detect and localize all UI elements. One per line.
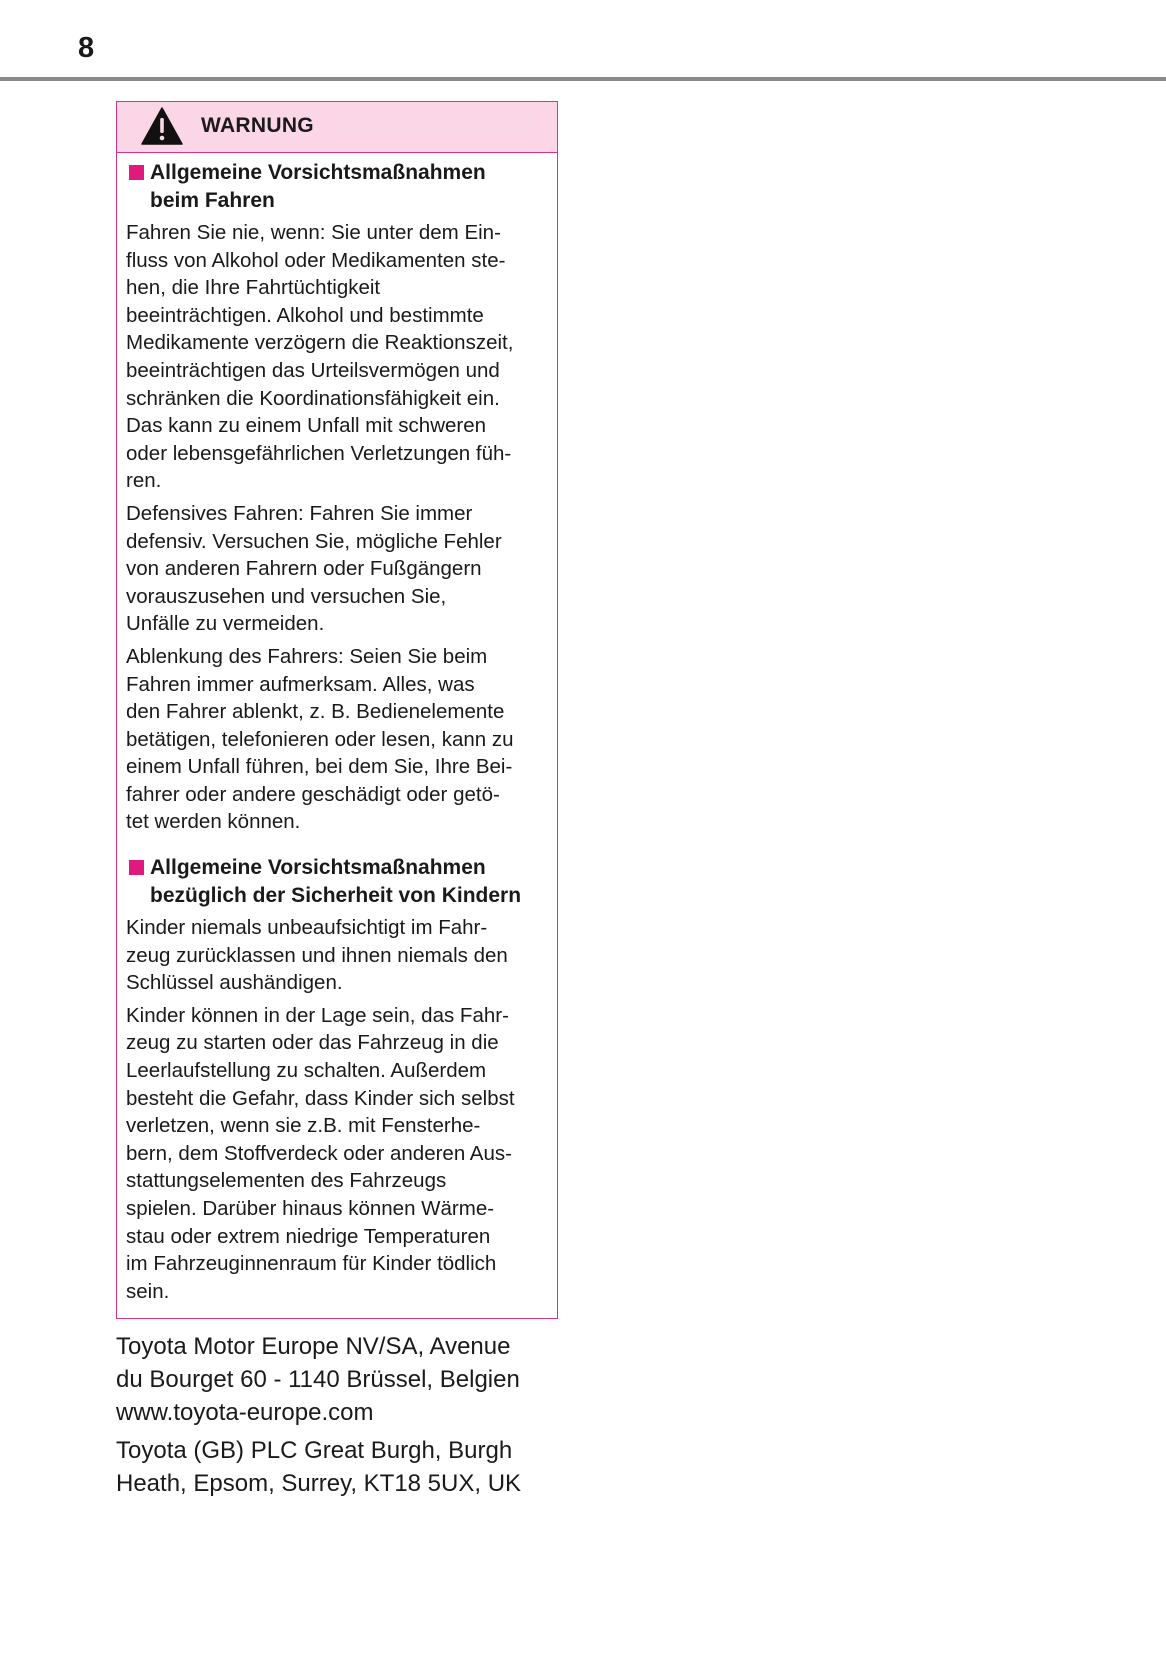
section-heading-text: Allgemeine Vorsichtsmaßnahmen bezüglich der Sicherheit von Kindern bbox=[150, 856, 522, 908]
page-number: 8 bbox=[78, 32, 95, 64]
paragraph-children-unattended: Kinder niemals unbeaufsichtigt im Fahr- zeug zurücklassen und ihnen niemals den Schlüssel aushändigen. bbox=[126, 916, 508, 995]
address-toyota-europe: Toyota Motor Europe NV/SA, Avenue du Bourget 60 - 1140 Brüssel, Belgien www.toyota-europe.com bbox=[116, 1333, 520, 1426]
paragraph-defensive-driving: Defensives Fahren: Fahren Sie immer defensiv. Versuchen Sie, mögliche Fehler von anderen Fahrern oder Fußgängern vorauszusehen und versuchen Sie, Unfälle zu vermeiden. bbox=[126, 501, 502, 636]
section-heading-driving bbox=[126, 159, 549, 215]
section-heading-text: Allgemeine Vorsichtsmaßnahmen beim Fahren bbox=[150, 161, 486, 212]
warning-body bbox=[117, 153, 557, 1305]
section-bullet-icon bbox=[129, 860, 144, 875]
warning-triangle-icon bbox=[141, 107, 183, 145]
header-rule bbox=[0, 77, 1166, 81]
section-heading-children bbox=[126, 854, 549, 910]
warning-title: WARNUNG bbox=[201, 114, 314, 137]
paragraph-driver-distraction: Ablenkung des Fahrers: Seien Sie beim Fahren immer aufmerksam. Alles, was den Fahrer ablenkt, z. B. Bedienelemente betätigen, telefonieren oder lesen, kann zu einem Unfall führen, bei dem Sie, Ihre Bei- fahrer oder andere geschädigt oder getö- tet werden können. bbox=[126, 644, 514, 834]
paragraph-driving-impairment: Fahren Sie nie, wenn: Sie unter dem Ein- fluss von Alkohol oder Medikamenten ste- hen, die Ihre Fahrtüchtigkeit beeinträchtigen. Alkohol und bestimmte Medikamente verzögern die Reaktionszeit, beeinträchtigen das Urteilsvermögen und schränken die Koordinationsfähigkeit ein. Das kann zu einem Unfall mit schweren oder lebensgefährlichen Verletzungen füh- ren. bbox=[126, 221, 514, 493]
warning-box bbox=[116, 101, 558, 1319]
paragraph-children-dangers: Kinder können in der Lage sein, das Fahr- zeug zu starten oder das Fahrzeug in die Leerlaufstellung zu schalten. Außerdem besteht die Gefahr, dass Kinder sich selbst verletzen, wenn sie z.B. mit Fensterhe- bern, dem Stoffverdeck oder anderen Aus- stattungselementen des Fahrzeugs spielen. Darüber hinaus können Wärme- stau oder extrem niedrige Temperaturen im Fahrzeuginnenraum für Kinder tödlich sein. bbox=[126, 1003, 515, 1303]
section-bullet-icon bbox=[129, 165, 144, 180]
address-toyota-gb: Toyota (GB) PLC Great Burgh, Burgh Heath, Epsom, Surrey, KT18 5UX, UK bbox=[116, 1437, 522, 1497]
warning-header bbox=[117, 102, 557, 153]
